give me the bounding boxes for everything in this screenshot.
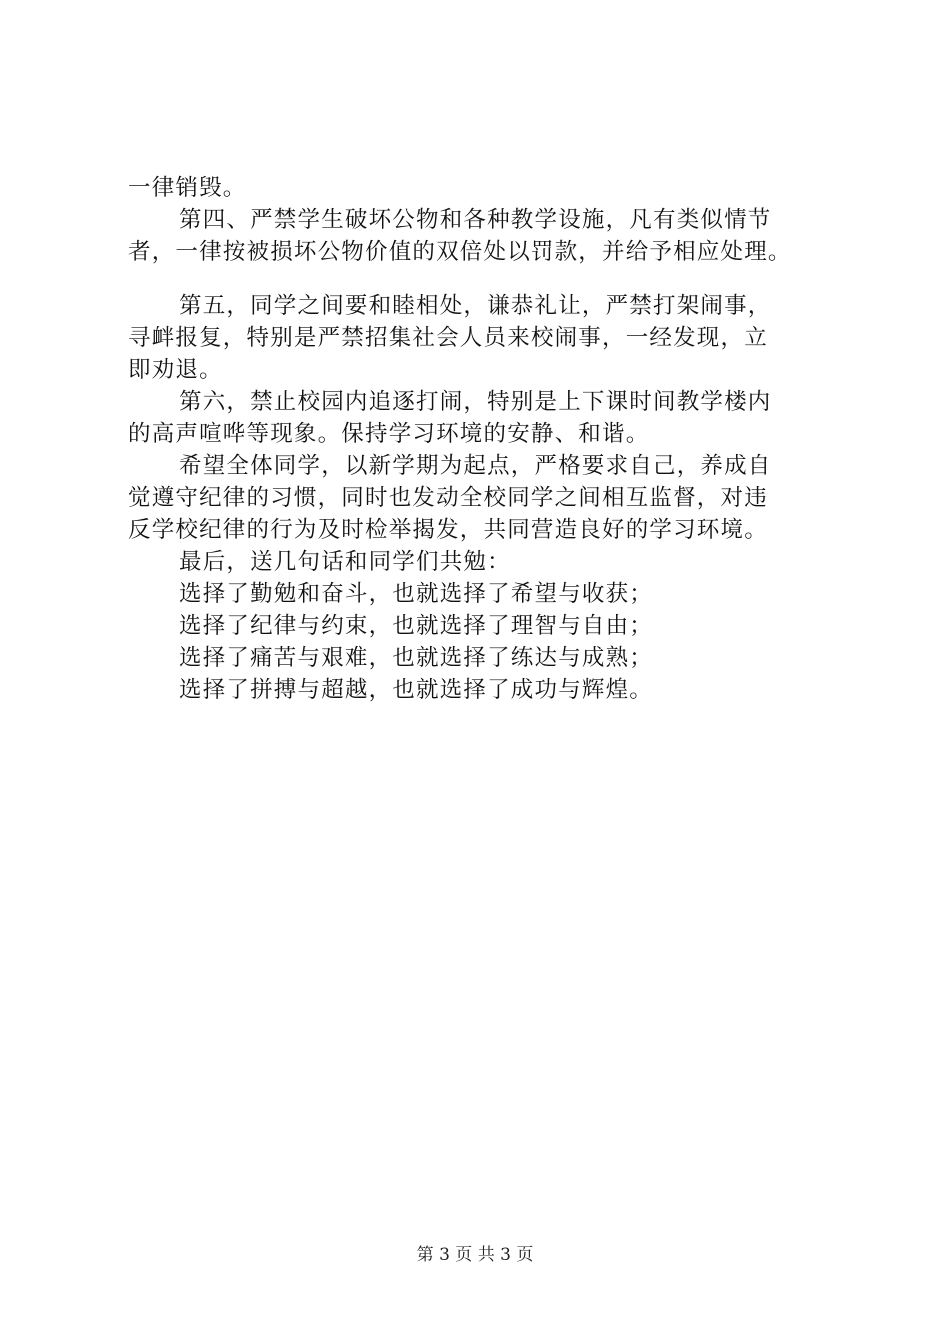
text-line: 第五，同学之间要和睦相处，谦恭礼让，严禁打架闹事， [179,293,772,319]
text-line: 的高声喧哗等现象。保持学习环境的安静、和谐。 [128,421,650,447]
text-line: 一律销毁。 [128,175,247,201]
document-body [128,172,848,706]
text-line: 选择了痛苦与艰难，也就选择了练达与成熟； [179,645,654,671]
text-line: 寻衅报复，特别是严禁招集社会人员来校闹事，一经发现，立 [128,325,768,351]
text-line: 最后，送几句话和同学们共勉： [179,549,511,575]
text-line: 觉遵守纪律的习惯，同时也发动全校同学之间相互监督，对违 [128,485,768,511]
text-line: 即劝退。 [128,357,223,383]
text-line: 者，一律按被损坏公物价值的双倍处以罚款，并给予相应处理。 [128,239,792,265]
text-line: 第四、严禁学生破坏公物和各种教学设施，凡有类似情节 [179,207,772,233]
text-line: 选择了拼搏与超越，也就选择了成功与辉煌。 [179,677,654,703]
text-line: 反学校纪律的行为及时检举揭发，共同营造良好的学习环境。 [128,517,768,543]
page-number-footer: 第 3 页 共 3 页 [416,1245,534,1265]
text-line: 选择了勤勉和奋斗，也就选择了希望与收获； [179,581,654,607]
text-line: 第六，禁止校园内追逐打闹，特别是上下课时间教学楼内 [179,389,772,415]
text-line: 选择了纪律与约束，也就选择了理智与自由； [179,613,654,639]
paragraph-gap [128,268,848,290]
text-line: 希望全体同学，以新学期为起点，严格要求自己，养成自 [179,453,772,479]
